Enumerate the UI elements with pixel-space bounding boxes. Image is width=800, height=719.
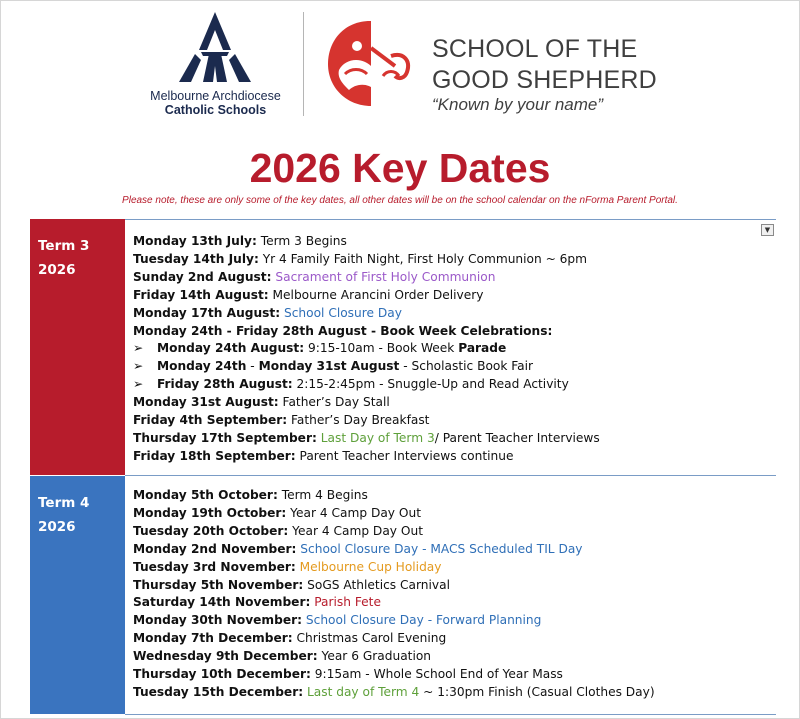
- event-text: Yr 4 Family Faith Night, First Holy Communion ~ 6pm: [258, 251, 588, 266]
- event-text: Year 4 Camp Day Out: [288, 523, 423, 538]
- sub-date-item: [133, 376, 600, 394]
- date-item: [133, 323, 600, 341]
- term-3-dates: [125, 219, 776, 475]
- date-label: Tuesday 15th December:: [133, 684, 304, 699]
- term-4-label: [30, 476, 125, 714]
- macs-emblem-icon: [175, 10, 255, 85]
- highlight-event: Last day of Term 4: [303, 684, 420, 699]
- event-text: ~ 1:30pm Finish (Casual Clothes Day): [419, 684, 655, 699]
- highlight-event: School Closure Day - Forward Planning: [302, 613, 542, 628]
- event-text: Parent Teacher Interviews continue: [295, 448, 514, 463]
- date-label: Monday 2nd November:: [133, 541, 297, 556]
- date-label: Saturday 14th November:: [133, 595, 311, 610]
- macs-name-line1: Melbourne Archdiocese: [150, 89, 281, 103]
- date-label: Monday 7th December:: [133, 631, 293, 646]
- term-3-name: Term 3: [38, 238, 90, 254]
- highlight-event: School Closure Day: [280, 305, 402, 320]
- date-label: Friday 18th September:: [133, 448, 296, 463]
- date-label: Monday 24th - Friday 28th August - Book Week Celebrations:: [133, 323, 553, 338]
- date-item: [133, 630, 655, 648]
- macs-name: [148, 89, 283, 117]
- sub-date-item: [133, 340, 600, 358]
- event-text: SoGS Athletics Carnival: [303, 577, 450, 592]
- arrow-bullet-icon: ➢: [133, 377, 144, 392]
- date-item: [133, 251, 600, 269]
- dropdown-arrow-icon[interactable]: ▼: [761, 224, 774, 236]
- event-text: Father’s Day Breakfast: [287, 413, 430, 428]
- sub-date-item: [133, 358, 600, 376]
- date-item: [133, 269, 600, 287]
- event-text: 9:15am - Whole School End of Year Mass: [310, 667, 563, 682]
- date-label: Thursday 5th November:: [133, 577, 304, 592]
- school-name-line2: GOOD SHEPHERD: [432, 66, 657, 94]
- highlight-event: Parish Fete: [310, 595, 381, 610]
- event-text: Term 3 Begins: [256, 234, 347, 248]
- event-text: Father’s Day Stall: [278, 395, 390, 410]
- date-label: Tuesday 14th July:: [133, 251, 259, 266]
- arrow-bullet-icon: ➢: [133, 359, 144, 374]
- date-label: Monday 17th August:: [133, 305, 281, 320]
- date-item: [133, 577, 655, 595]
- date-item: [133, 541, 655, 559]
- date-label: Monday 5th October:: [133, 488, 278, 502]
- date-item: [133, 430, 600, 448]
- term-3-date-list: [133, 233, 600, 466]
- date-label: Thursday 10th December:: [133, 667, 311, 682]
- date-label: Friday 28th August:: [157, 377, 293, 392]
- page-title: 2026 Key Dates: [249, 145, 551, 191]
- date-item: [133, 559, 655, 577]
- highlight-event: Sacrament of First Holy Communion: [271, 269, 496, 284]
- term-4-block: [30, 476, 776, 714]
- date-label: Tuesday 3rd November:: [133, 559, 296, 574]
- highlight-event: School Closure Day - MACS Scheduled TIL Day: [296, 541, 583, 556]
- date-label: Tuesday 20th October:: [133, 523, 289, 538]
- date-label: Monday 24th August:: [157, 341, 305, 356]
- date-item: [133, 412, 600, 430]
- term-3-label: [30, 219, 125, 475]
- arrow-bullet-icon: ➢: [133, 341, 144, 356]
- date-item: [133, 684, 655, 702]
- event-text: -: [246, 359, 259, 374]
- bottom-divider: [125, 714, 776, 715]
- date-label: Friday 4th September:: [133, 413, 288, 428]
- macs-name-line2: Catholic Schools: [164, 103, 267, 117]
- date-item: [133, 287, 600, 305]
- logo-divider: [303, 12, 304, 116]
- shepherd-emblem-icon: [325, 18, 415, 108]
- term-3-block: [30, 219, 776, 475]
- date-item: [133, 666, 655, 684]
- event-text: Year 4 Camp Day Out: [286, 505, 421, 520]
- event-text: Term 4 Begins: [277, 488, 368, 502]
- event-text: - Scholastic Book Fair: [399, 359, 534, 374]
- highlight-event: Last Day of Term 3: [316, 430, 435, 445]
- date-label: Monday 31st August: [258, 359, 400, 374]
- date-label: Sunday 2nd August:: [133, 269, 272, 284]
- date-item: [133, 505, 655, 523]
- date-item: [133, 523, 655, 541]
- term-4-year: 2026: [38, 519, 76, 535]
- term-3-year: 2026: [38, 262, 76, 278]
- event-text: Parade: [458, 341, 507, 356]
- date-label: Wednesday 9th December:: [133, 649, 318, 664]
- term-4-dates: [125, 476, 776, 714]
- event-text: / Parent Teacher Interviews: [434, 430, 600, 445]
- event-text: Melbourne Arancini Order Delivery: [268, 287, 484, 302]
- page-note: Please note, these are only some of the key dates, all other dates will be on the school calendar on the nForma Parent Portal.: [122, 195, 678, 206]
- date-item: [133, 305, 600, 323]
- event-text: Christmas Carol Evening: [292, 631, 447, 646]
- term-4-date-list: [133, 487, 655, 702]
- date-label: Monday 24th: [157, 359, 247, 374]
- event-text: 9:15-10am - Book Week: [304, 341, 459, 356]
- school-tagline: “Known by your name”: [432, 95, 604, 114]
- logo-banner: [0, 0, 800, 125]
- school-name: [432, 34, 657, 96]
- date-item: [133, 487, 655, 505]
- term-4-name: Term 4: [38, 495, 90, 511]
- date-label: Friday 14th August:: [133, 287, 269, 302]
- date-item: [133, 648, 655, 666]
- school-name-line1: SCHOOL OF THE: [432, 35, 638, 63]
- date-item: [133, 612, 655, 630]
- date-label: Thursday 17th September:: [133, 430, 317, 445]
- date-item: [133, 594, 655, 612]
- date-item: [133, 233, 600, 251]
- date-label: Monday 31st August:: [133, 395, 279, 410]
- date-item: [133, 394, 600, 412]
- event-text: 2:15-2:45pm - Snuggle-Up and Read Activity: [292, 377, 569, 392]
- date-label: Monday 13th July:: [133, 234, 257, 248]
- date-label: Monday 30th November:: [133, 613, 303, 628]
- date-label: Monday 19th October:: [133, 505, 287, 520]
- highlight-event: Melbourne Cup Holiday: [295, 559, 442, 574]
- date-item: [133, 448, 600, 466]
- event-text: Year 6 Graduation: [317, 649, 432, 664]
